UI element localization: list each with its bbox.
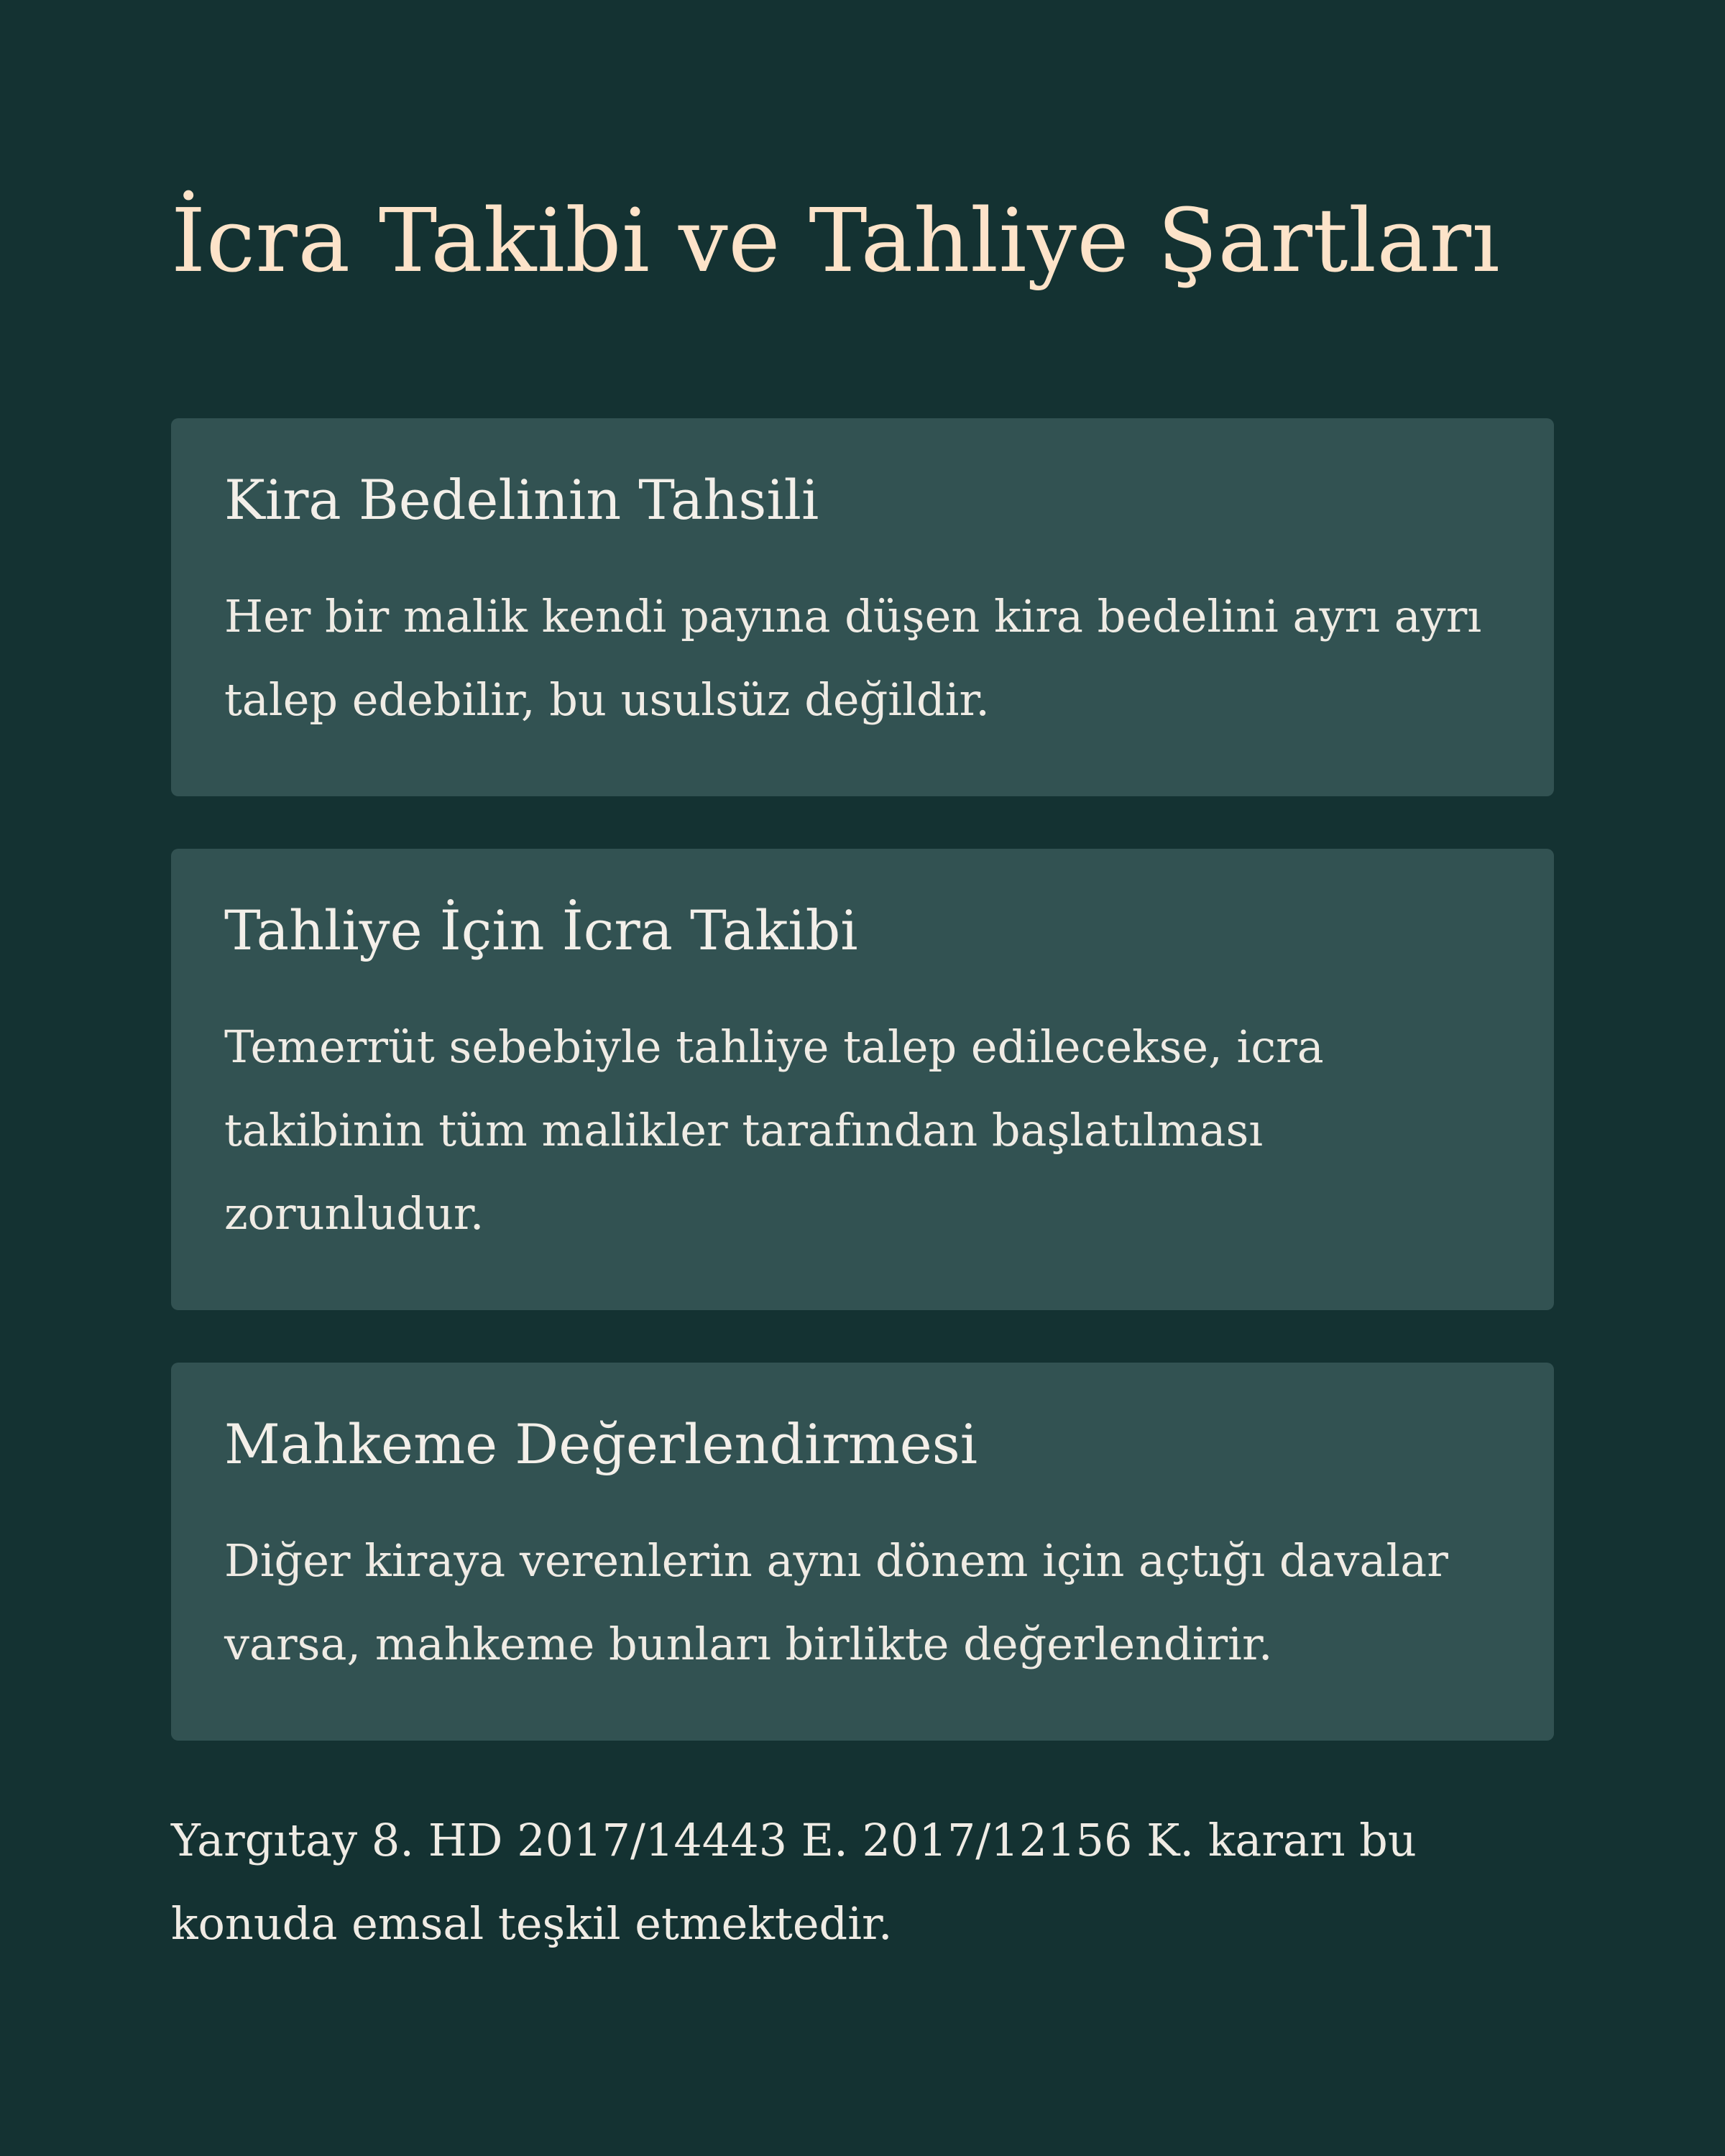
- card-body: Diğer kiraya verenlerin aynı dönem için açtığı davalar varsa, mahkeme bunları birlikte değerlendirir.: [224, 1534, 1448, 1670]
- page-title: İcra Takibi ve Tahliye Şartları: [171, 190, 1501, 292]
- info-card-rent-collection: [171, 418, 1554, 796]
- card-title: Mahkeme Değerlendirmesi: [224, 1412, 978, 1476]
- card-body: Her bir malik kendi payına düşen kira bedelini ayrı ayrı talep edebilir, bu usulsüz değildir.: [224, 590, 1482, 726]
- info-card-court-evaluation: [171, 1363, 1554, 1741]
- card-title: Kira Bedelinin Tahsili: [224, 468, 819, 532]
- card-title: Tahliye İçin İcra Takibi: [224, 898, 858, 962]
- info-card-eviction-enforcement: [171, 849, 1554, 1310]
- legal-reference-footnote: Yargıtay 8. HD 2017/14443 E. 2017/12156 K. kararı bu konuda emsal teşkil etmektedir.: [171, 1814, 1417, 1950]
- card-body: Temerrüt sebebiyle tahliye talep edilecekse, icra takibinin tüm malikler tarafından başlatılması zorunludur.: [224, 1021, 1324, 1240]
